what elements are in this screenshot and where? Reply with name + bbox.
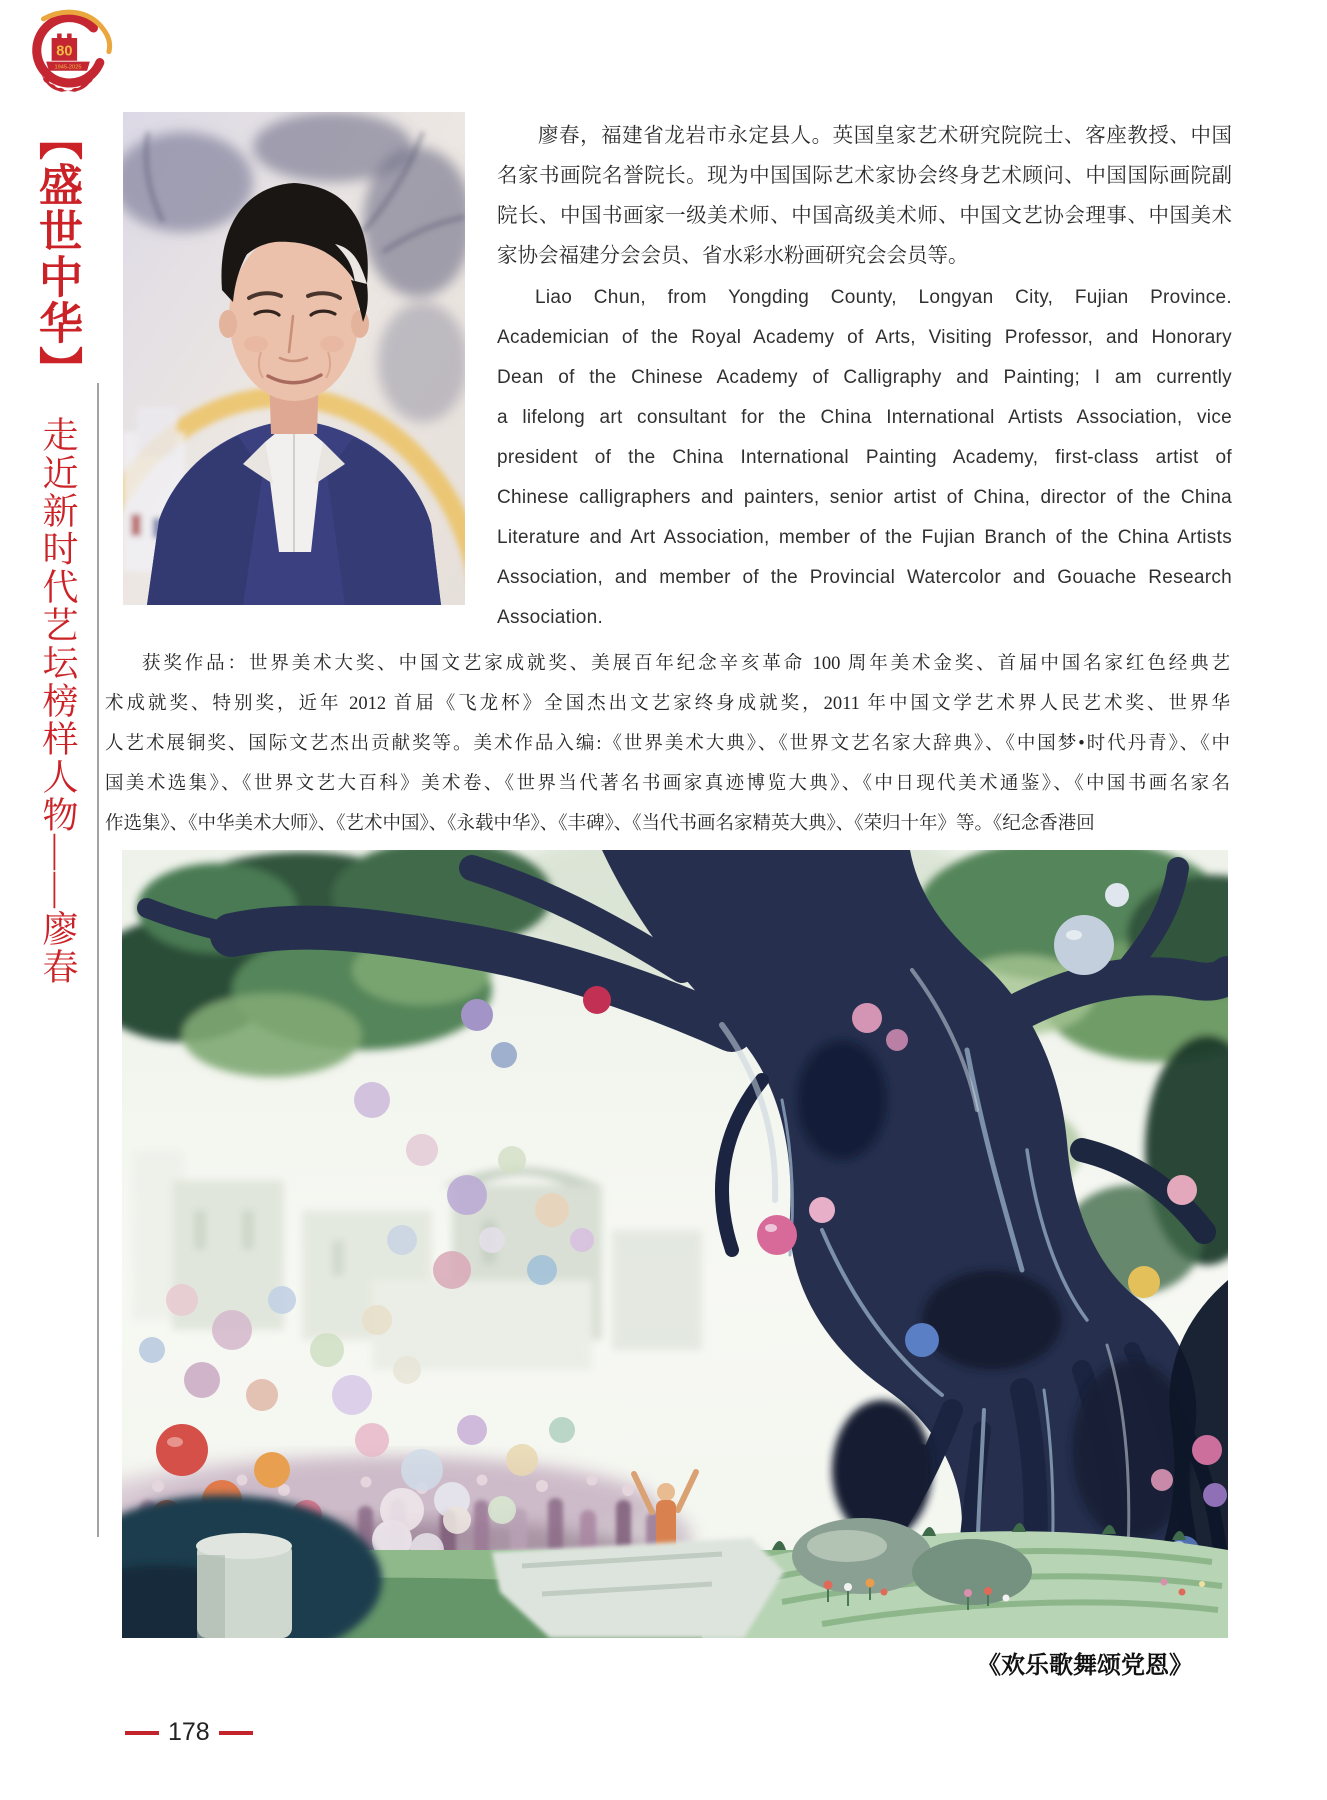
text-line: Literature and Art Association, member of the Fujian Branch of the China Artists [497, 527, 1232, 548]
text-line: 廖春，福建省龙岩市永定县人。英国皇家艺术研究院院士、客座教授、中国 [538, 125, 1232, 147]
text-line: 作选集》、《中华美术大师》、《艺术中国》、《永载中华》、《丰碑》、《当代书画名家精英大典》、《荣归十年》等。《纪念香港回 [105, 814, 1095, 834]
painting-happy-songs-and-dances [122, 850, 1228, 1638]
stone-stump [196, 1533, 292, 1638]
text-line: a lifelong art consultant for the China International Artists Association, vice [497, 407, 1232, 428]
text-line: Academician of the Royal Academy of Arts, Visiting Professor, and Honorary [497, 327, 1232, 348]
text-line: Association, and member of the Provincial Watercolor and Gouache Research [497, 567, 1232, 588]
anniversary-80-logo [18, 6, 118, 110]
text-line: Chinese calligraphers and painters, senior artist of China, director of the China [497, 487, 1232, 508]
painting-caption: 《欢乐歌舞颂党恩》 [977, 1652, 1193, 1679]
text-line: 国美术选集》、《世界文艺大百科》美术卷、《世界当代著名书画家真迹博览大典》、《中日现代美术通鉴》、《中国书画名家名 [105, 774, 1230, 794]
series-subtitle-vertical: 走近新时代艺坛榜样人物——廖春 [38, 416, 78, 986]
series-title-vertical: 【盛世中华】 [32, 116, 81, 392]
logo-80: 80 [56, 43, 73, 60]
text-line: 家协会福建分会会员、省水彩水粉画研究会会员等。 [497, 245, 969, 267]
text-line: 院长、中国书画家一级美术师、中国高级美术师、中国文艺协会理事、中国美术 [497, 205, 1232, 227]
page-number-left-dash [125, 1731, 159, 1735]
page-number-value: 178 [168, 1718, 210, 1746]
text-line: Association. [497, 607, 604, 628]
awards-paragraph [105, 644, 1230, 844]
bio-paragraph-english [497, 278, 1232, 638]
text-line: 名家书画院名誉院长。现为中国国际艺术家协会终身艺术顾问、中国国际画院副 [497, 165, 1232, 187]
text-line: Liao Chun, from Yongding County, Longyan City, Fujian Province. [535, 287, 1232, 308]
margin-divider-line [97, 383, 99, 1537]
bio-paragraph-chinese [497, 116, 1232, 276]
text-line: 人艺术展铜奖、国际文艺杰出贡献奖等。美术作品入编:《世界美术大典》、《世界文艺名家大辞典》、《中国梦•时代丹青》、《中 [105, 734, 1230, 754]
text-line: Dean of the Chinese Academy of Calligraphy and Painting; I am currently [497, 367, 1232, 388]
page-number [125, 1718, 253, 1747]
page-number-right-dash [219, 1731, 253, 1735]
portrait-photo [123, 112, 465, 605]
text-line: 获奖作品：世界美术大奖、中国文艺家成就奖、美展百年纪念辛亥革命 100 周年美术金奖、首届中国名家红色经典艺 [142, 654, 1230, 674]
text-line: president of the China International Painting Academy, first-class artist of [497, 447, 1232, 468]
text-line: 术成就奖、特别奖，近年 2012 首届《飞龙杯》全国杰出文艺家终身成就奖，2011 年中国文学艺术界人民艺术奖、世界华 [105, 694, 1230, 714]
logo-years: 1945-2025 [54, 64, 82, 71]
